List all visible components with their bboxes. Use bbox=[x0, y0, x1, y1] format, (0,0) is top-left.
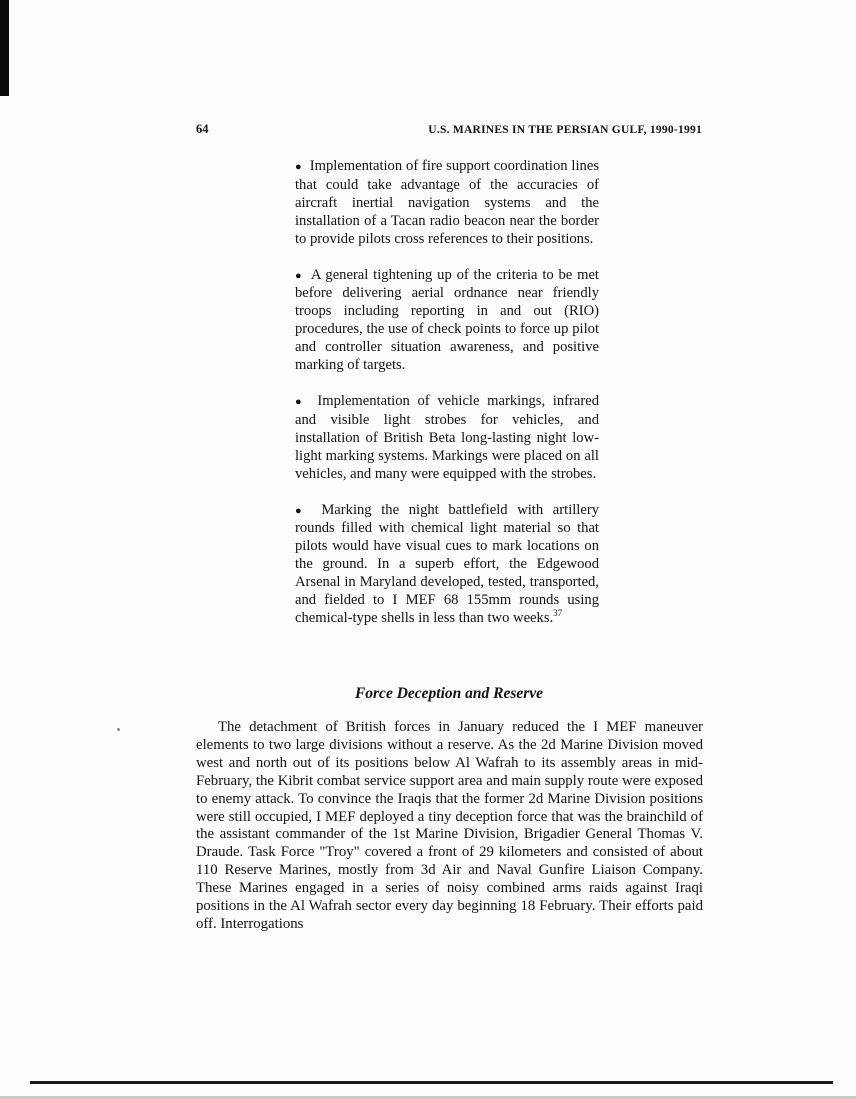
bullet-icon: ● bbox=[295, 395, 306, 408]
bullet-text: Implementation of vehicle markings, infrared and visible light strobes for vehicles, and installation of British Beta long-lasting night low-light marking systems. Markings were placed on all vehicles, and many were equipped with the strobes. bbox=[295, 392, 599, 482]
body-paragraph: The detachment of British forces in January reduced the I MEF maneuver elements to two large divisions without a reserve. As the 2d Marine Division moved west and north out of its positions below Al Wafrah to its assembly areas in mid-February, the Kibrit combat service support area and main supply route were exposed to enemy attack. To convince the Iraqis that the former 2d Marine Division positions were still occupied, I MEF deployed a tiny deception force that was the brainchild of the assistant commander of the 1st Marine Division, Brigadier General Thomas V. Draude. Task Force "Troy" covered a front of 29 kilometers and consisted of about 110 Reserve Marines, mostly from 3d Air and Naval Gunfire Liaison Company. These Marines engaged in a series of noisy combined arms raids against Iraqi positions in the Al Wafrah sector every day beginning 18 February. Their efforts paid off. Interrogations bbox=[196, 719, 703, 932]
bullet-item-night-battlefield bbox=[295, 502, 599, 628]
scan-artifact-bottom-line bbox=[30, 1081, 833, 1084]
bullet-item-vehicle-markings bbox=[295, 393, 599, 484]
bullet-list bbox=[295, 158, 599, 646]
section-heading: Force Deception and Reserve bbox=[354, 685, 544, 702]
running-head: U.S. MARINES IN THE PERSIAN GULF, 1990-1991 bbox=[428, 124, 702, 136]
bullet-text: Marking the night battlefield with artillery rounds filled with chemical light material so that pilots would have visual cues to mark locations on the ground. In a superb effort, the Edgewood Arsenal in Maryland developed, tested, transported, and fielded to I MEF 68 155mm rounds using chemical-type shells in less than two weeks. bbox=[295, 501, 599, 626]
bullet-text: A general tightening up of the criteria to be met before delivering aerial ordnance near friendly troops including reporting in and out (RIO) procedures, the use of check points to force up pilot and controller situation awareness, and positive marking of targets. bbox=[295, 266, 599, 374]
bullet-icon: ● bbox=[295, 504, 308, 517]
footnote-marker: 37 bbox=[553, 608, 563, 619]
bullet-text: Implementation of fire support coordination lines that could take advantage of the accuracies of aircraft inertial navigation systems and the installation of a Tacan radio beacon near the border to provide pilots cross references to their positions. bbox=[295, 158, 599, 247]
page-header bbox=[196, 122, 702, 137]
scan-artifact-left-strip bbox=[0, 0, 9, 96]
page-number: 64 bbox=[196, 122, 209, 136]
scan-artifact-dot bbox=[117, 728, 120, 731]
bullet-icon: ● bbox=[295, 161, 302, 173]
bullet-item-criteria bbox=[295, 267, 599, 375]
bullet-item-fire-support bbox=[295, 158, 599, 249]
bullet-icon: ● bbox=[295, 269, 303, 282]
